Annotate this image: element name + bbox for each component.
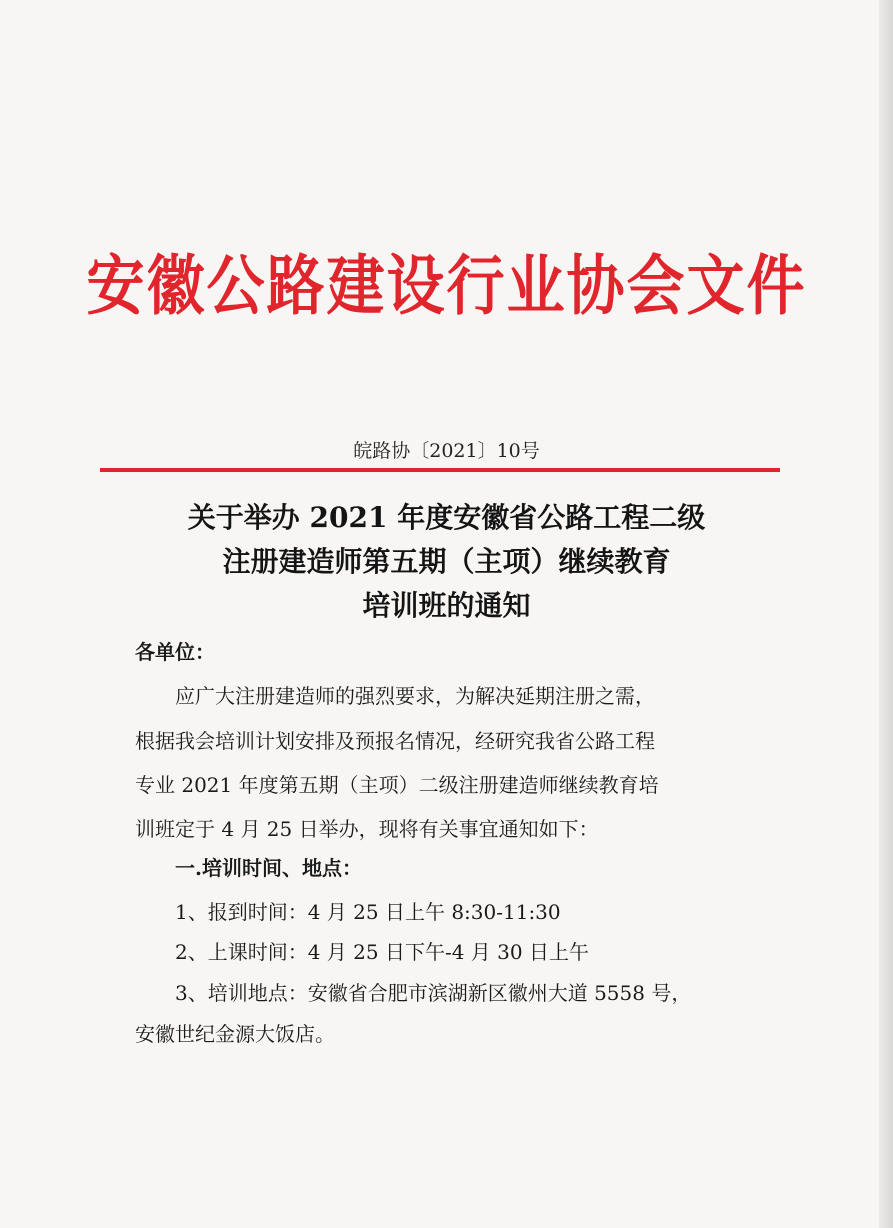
section-1-item-1: 1、报到时间：4 月 25 日上午 8:30-11:30: [175, 900, 561, 924]
notice-title-line-1: 关于举办 2021 年度安徽省公路工程二级: [187, 501, 706, 534]
paragraph-line-4: 训班定于 4 月 25 日举办，现将有关事宜通知如下：: [135, 817, 599, 841]
organization-file-header: 安徽公路建设行业协会文件: [86, 247, 807, 324]
paragraph-line-1: 应广大注册建造师的强烈要求，为解决延期注册之需，: [175, 684, 655, 708]
section-1-item-2: 2、上课时间：4 月 25 日下午-4 月 30 日上午: [175, 940, 589, 964]
notice-title: [0, 496, 893, 628]
salutation: 各单位：: [135, 640, 215, 664]
paragraph-line-3: 专业 2021 年度第五期（主项）二级注册建造师继续教育培: [135, 773, 659, 797]
document-number: 皖路协〔2021〕10号: [353, 440, 540, 462]
notice-title-line-3: 培训班的通知: [362, 589, 531, 622]
notice-title-line-2: 注册建造师第五期（主项）继续教育: [222, 545, 671, 578]
section-1-heading: 一.培训时间、地点：: [175, 856, 362, 880]
paragraph-line-2: 根据我会培训计划安排及预报名情况，经研究我省公路工程: [135, 729, 655, 753]
red-divider-line: [100, 468, 780, 472]
section-1-item-3: 3、培训地点：安徽省合肥市滨湖新区徽州大道 5558 号，: [175, 981, 692, 1005]
section-1-item-3-continued: 安徽世纪金源大饭店。: [135, 1022, 335, 1046]
